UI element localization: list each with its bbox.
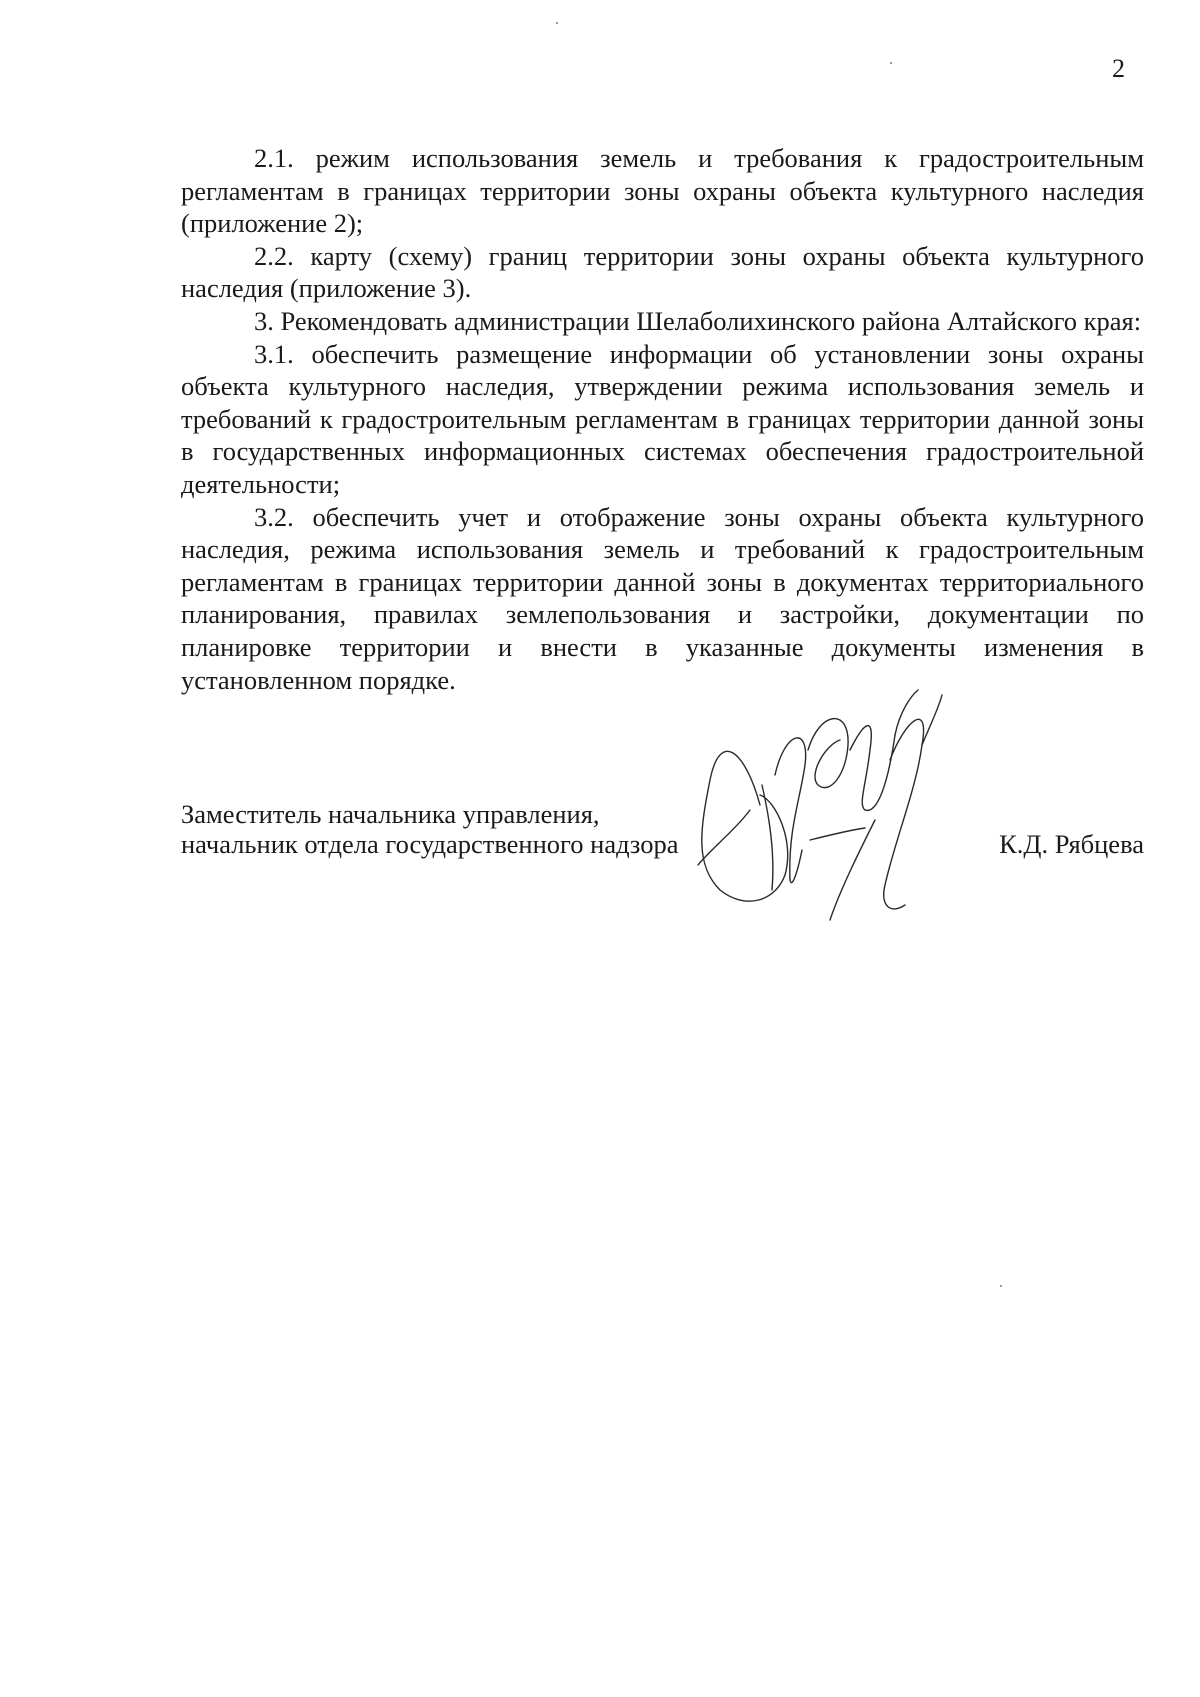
paragraph-2-2: 2.2. карту (схему) границ территории зоны охраны объекта культурного наследия (приложение 3). xyxy=(181,240,1144,304)
signer-position-line-1: Заместитель начальника управления, xyxy=(181,799,600,829)
page-number: 2 xyxy=(1112,54,1125,83)
document-body xyxy=(181,142,1144,696)
paragraph-2-1: 2.1. режим использования земель и требования к градостроительным регламентам в границах территории зоны охраны объекта культурного наследия (приложение 2); xyxy=(181,143,1144,239)
signer-name: К.Д. Рябцева xyxy=(999,829,1144,859)
paragraph-3-2: 3.2. обеспечить учет и отображение зоны охраны объекта культурного наследия, режима использования земель и требований к градостроительным регламентам в границах территории данной зоны в документах территориального планирования, правилах землепользования и застройки, документации по планировке территории и внести в указанные документы изменения в установленном порядке. xyxy=(181,501,1144,695)
signer-position-line-2: начальник отдела государственного надзора xyxy=(181,829,679,859)
paragraph-3-1: 3.1. обеспечить размещение информации об установлении зоны охраны объекта культурного наследия, утверждении режима использования земель и требований к градостроительным регламентам в границах территории данной зоны в государственных информационных системах обеспечения градостроительной деятельности; xyxy=(181,338,1144,499)
scan-speck xyxy=(1000,1285,1002,1287)
signature-block xyxy=(181,798,1144,868)
scan-speck xyxy=(556,22,558,24)
handwritten-signature xyxy=(690,690,990,940)
scan-speck xyxy=(890,62,892,64)
paragraph-3: 3. Рекомендовать администрации Шелаболихинского района Алтайского края: xyxy=(254,305,1142,336)
